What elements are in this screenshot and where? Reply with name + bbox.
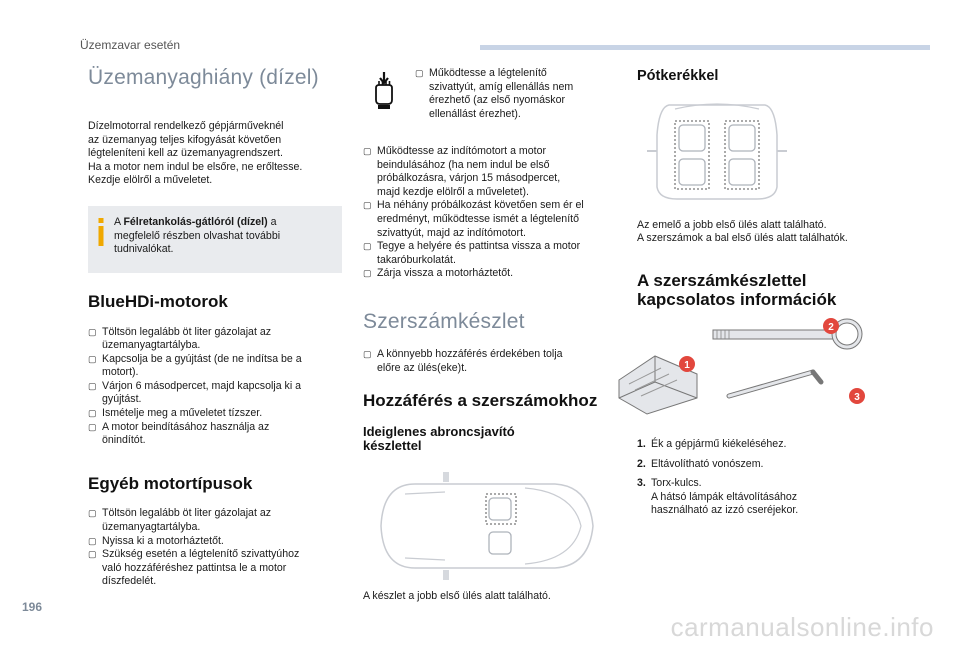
intro-line: az üzemanyag teljes kifogyását követően — [88, 133, 282, 146]
info-icon — [97, 218, 105, 248]
callout-2-icon — [823, 318, 839, 334]
callout-1-icon — [679, 356, 695, 372]
toolkit-list — [363, 348, 609, 375]
title-fuel-shortage: Üzemanyaghiány (dízel) — [88, 66, 319, 89]
bullet-marker-icon: ▢ — [363, 146, 372, 156]
title-toolkit: Szerszámkészlet — [363, 309, 525, 333]
column-left — [88, 64, 342, 589]
bluehdi-list — [88, 326, 342, 448]
bullet-marker-icon: ▢ — [363, 268, 372, 279]
bullet-marker-icon: ▢ — [363, 348, 372, 359]
tools-list — [637, 438, 887, 518]
tools-illustration — [617, 318, 877, 428]
bullet-marker-icon: ▢ — [415, 68, 424, 78]
list-item: ▢ Tegye a helyére és pattintsa vissza a motor takaróburkolatát. — [363, 240, 581, 266]
list-item: ▢ Kapcsolja be a gyújtást (de ne indítsa be a motort). — [88, 352, 302, 379]
list-item: ▢ Várjon 6 másodpercet, majd kapcsolja ki a gyújtást. — [88, 379, 302, 406]
list-item: ▢ Nyissa ki a motorháztetőt. — [88, 534, 224, 547]
svg-text:1: 1 — [684, 359, 690, 371]
section-header: Üzemzavar esetén — [80, 38, 181, 52]
watermark: carmanualsonline.info — [670, 612, 934, 642]
info-text: tudnivalókat. — [114, 243, 174, 256]
page-number: 196 — [22, 600, 43, 614]
car-diagram-repair-kit — [375, 472, 597, 580]
pump-list — [415, 67, 611, 121]
intro-line: légteleníteni kell az üzemanyagrendszert. — [88, 147, 283, 160]
list-item: ▢ Működtesse az indítómotort a motor beindulásához (ha nem indul be első próbálkozásra, várjon 15 másodpercet, majd kezdje elölről a műveletet). — [363, 145, 561, 198]
svg-text:2: 2 — [828, 321, 834, 333]
column-middle — [363, 64, 609, 603]
torx-key-icon — [729, 372, 821, 396]
list-item: ▢ A motor beindításához használja az önindítót. — [88, 420, 270, 447]
intro-line: Kezdje elölről a műveletet. — [88, 174, 213, 187]
intro-paragraph — [88, 120, 342, 188]
svg-text:3: 3 — [854, 391, 860, 403]
info-link-text: Félretankolás-gátlóról (dízel) — [123, 215, 268, 228]
info-text: megfelelő részben olvashat további — [114, 229, 281, 242]
bullet-marker-icon: ▢ — [363, 200, 372, 211]
list-item: ▢ Zárja vissza a motorháztetőt. — [363, 267, 514, 280]
heading-spare-wheel: Pótkerékkel — [637, 68, 719, 84]
list-item: 2. Eltávolítható vonószem. — [637, 457, 764, 470]
list-item: ▢ Ha néhány próbálkozást követően sem ér el eredményt, működtesse ismét a légtelenítő szivattyút, majd az indítómotort. — [363, 199, 584, 239]
restart-steps-list — [363, 145, 609, 281]
list-item: ▢ Szükség esetén a légtelenítő szivattyúhoz való hozzáféréshez pattintsa le a motor díszfedelét. — [88, 548, 300, 588]
heading-tool-access: Hozzáférés a szerszámokhoz — [363, 391, 598, 411]
list-item: ▢ Működtesse a légtelenítő szivattyút, amíg ellenállás nem érezhető (az első nyomáskor ellenállást érezhet). — [415, 67, 574, 120]
pump-step — [363, 64, 609, 134]
spare-wheel-caption: Az emelő a jobb első ülés alatt található. A szerszámok a bal első ülés alatt találhatók. — [637, 218, 848, 245]
list-item: ▢ Ismételje meg a műveletet tízszer. — [88, 407, 263, 420]
bullet-marker-icon: ▢ — [88, 326, 97, 337]
heading-bluehdi: BlueHDi-motorok — [88, 291, 228, 311]
intro-line: Dízelmotorral rendelkező gépjárműveknél — [88, 120, 284, 132]
intro-line: Ha a motor nem indul be elsőre, ne erőltesse. — [88, 160, 303, 173]
bullet-marker-icon: ▢ — [88, 408, 97, 419]
column-right — [637, 64, 887, 524]
header-bar — [480, 45, 930, 50]
bullet-marker-icon: ▢ — [363, 241, 372, 252]
list-item: 3. Torx-kulcs. A hátsó lámpák eltávolításához használható az izzó cseréjekor. — [637, 477, 799, 517]
bullet-marker-icon: ▢ — [88, 353, 97, 364]
heading-repair-kit: Ideiglenes abroncsjavító készlettel — [363, 423, 515, 454]
car-diagram-spare-wheel — [647, 95, 787, 203]
bullet-marker-icon: ▢ — [88, 508, 97, 519]
info-text: A — [114, 215, 124, 228]
info-text: a — [267, 215, 277, 228]
callout-3-icon — [849, 388, 865, 404]
hand-press-pump-icon — [369, 70, 399, 110]
bullet-marker-icon: ▢ — [88, 549, 97, 560]
list-item: ▢ A könnyebb hozzáférés érdekében tolja előre az ülés(eke)t. — [363, 347, 563, 374]
bullet-marker-icon: ▢ — [88, 421, 97, 432]
list-item: 1. Ék a gépjármű kiékeléséhez. — [637, 437, 787, 450]
heading-other-engines: Egyéb motortípusok — [88, 473, 253, 493]
repair-kit-caption: A készlet a jobb első ülés alatt található. — [363, 589, 551, 602]
bullet-marker-icon: ▢ — [88, 535, 97, 546]
list-item: ▢ Töltsön legalább öt liter gázolajat az üzemanyagtartályba. — [88, 507, 272, 533]
bullet-marker-icon: ▢ — [88, 380, 97, 391]
info-box — [88, 206, 342, 273]
other-engines-list — [88, 507, 342, 589]
heading-toolkit-info: A szerszámkészlettel kapcsolatos információk — [637, 270, 837, 310]
list-item: ▢ Töltsön legalább öt liter gázolajat az üzemanyagtartályba. — [88, 325, 272, 352]
